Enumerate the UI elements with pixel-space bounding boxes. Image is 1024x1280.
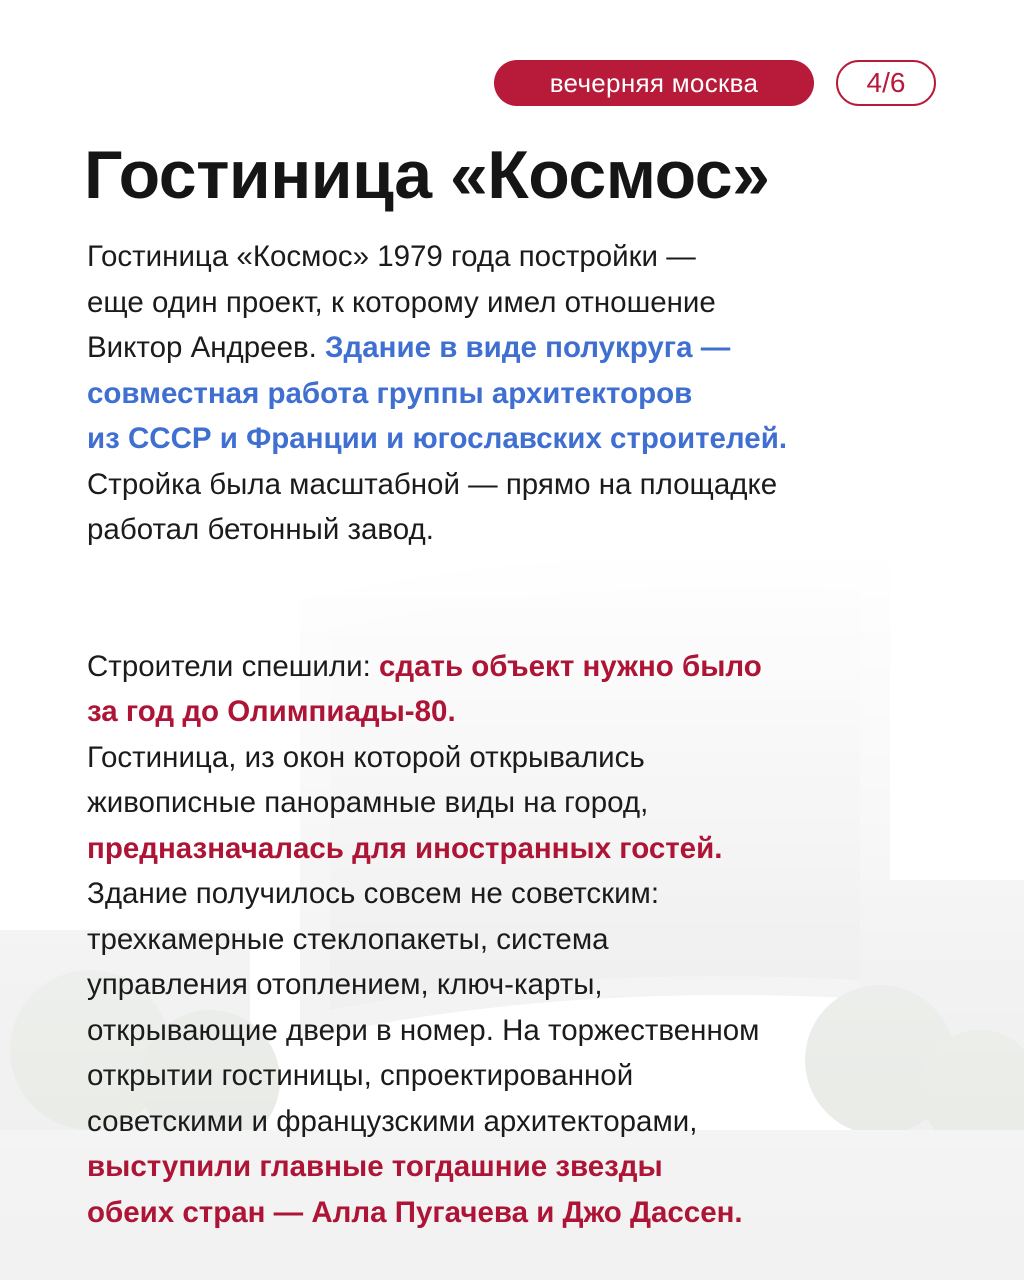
text-highlight-red: за год до Олимпиады-80. bbox=[87, 695, 456, 728]
text-line: Стройка была масштабной — прямо на площадке bbox=[87, 467, 778, 501]
text-line: трехкамерные стеклопакеты, система bbox=[87, 922, 609, 956]
text-line: еще один проект, к которому имел отношение bbox=[87, 285, 716, 319]
text-highlight-blue: из СССР и Франции и югославских строителей. bbox=[87, 422, 788, 455]
page-indicator: 4/6 bbox=[836, 60, 936, 106]
text-plain: Строители спешили: bbox=[87, 649, 379, 683]
text-line: Гостиница, из окон которой открывались bbox=[87, 740, 645, 774]
text-line bbox=[87, 644, 987, 690]
paragraph-gap bbox=[87, 553, 987, 644]
text-line: управления отоплением, ключ-карты, bbox=[87, 968, 603, 1001]
text-highlight-blue: совместная работа группы архитекторов bbox=[87, 376, 693, 410]
page-title: Гостиница «Космос» bbox=[84, 137, 770, 213]
text-line: живописные панорамные виды на город, bbox=[87, 786, 649, 819]
text-line bbox=[87, 325, 987, 371]
text-highlight-red: предназначалась для иностранных гостей. bbox=[87, 831, 723, 865]
text-line: открытии гостиницы, спроектированной bbox=[87, 1059, 634, 1092]
text-highlight-red: обеих стран — Алла Пугачева и Джо Дассен. bbox=[87, 1195, 743, 1229]
text-line: Здание получилось совсем не советским: bbox=[87, 877, 660, 910]
text-line: советскими и французскими архитекторами, bbox=[87, 1104, 698, 1138]
text-highlight-red: сдать объект нужно было bbox=[378, 649, 762, 683]
text-highlight-red: выступили главные тогдашние звезды bbox=[87, 1150, 663, 1183]
text-highlight-blue: Здание в виде полукруга — bbox=[325, 331, 731, 364]
text-line: открывающие двери в номер. На торжественном bbox=[87, 1013, 760, 1047]
brand-badge: вечерняя москва bbox=[494, 60, 814, 106]
text-plain: Виктор Андреев. bbox=[87, 331, 326, 364]
text-line: Гостиница «Космос» 1979 года постройки — bbox=[87, 240, 696, 273]
text-line: работал бетонный завод. bbox=[87, 513, 434, 546]
article-body bbox=[87, 234, 987, 1235]
